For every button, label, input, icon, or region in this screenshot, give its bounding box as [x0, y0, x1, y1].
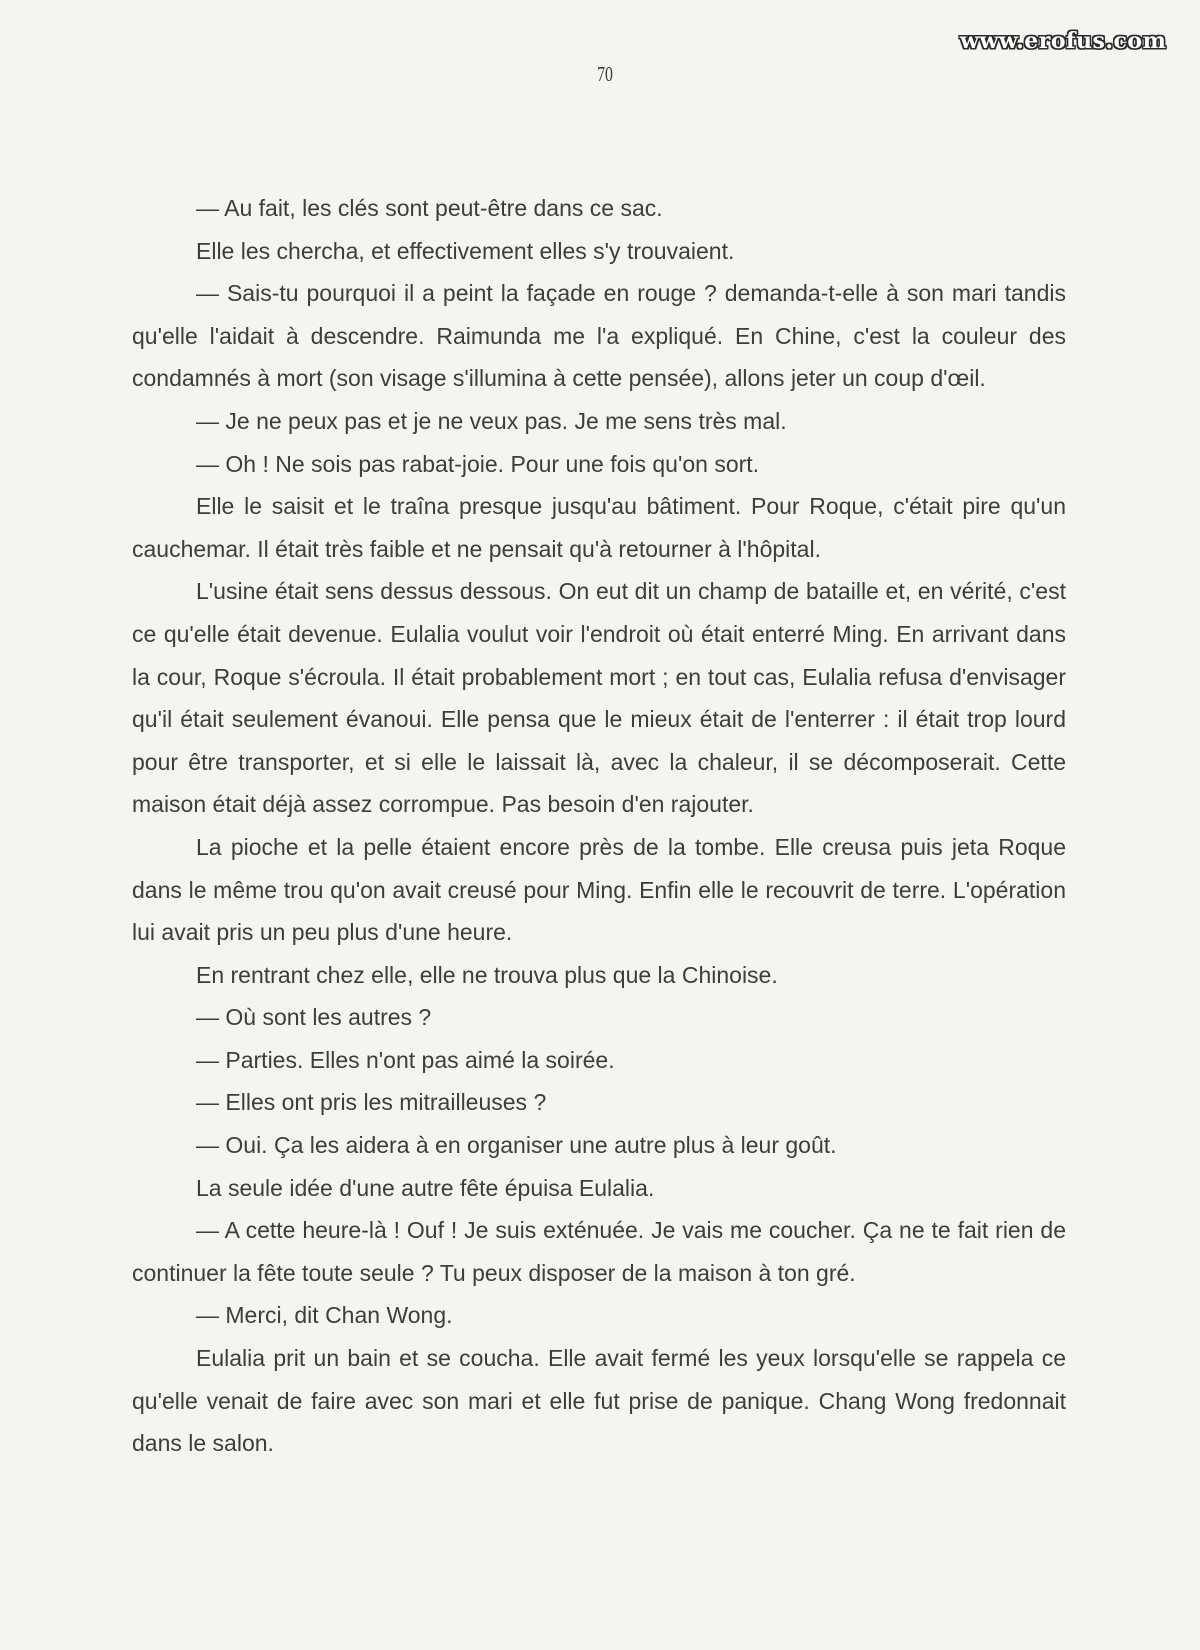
page-body — [132, 187, 1066, 1465]
paragraph: En rentrant chez elle, elle ne trouva plus que la Chinoise. — [196, 961, 778, 988]
paragraph: — Parties. Elles n'ont pas aimé la soirée. — [196, 1046, 615, 1073]
paragraph: Eulalia prit un bain et se coucha. Elle avait fermé les yeux lorsqu'elle se rappela ce qu'elle venait de faire avec son mari et elle fut prise de panique. Chang Wong fredonnait dans le salon. — [132, 1345, 1066, 1457]
paragraph: — A cette heure-là ! Ouf ! Je suis exténuée. Je vais me coucher. Ça ne te fait rien de continuer la fête toute seule ? Tu peux disposer de la maison à ton gré. — [132, 1217, 1066, 1286]
paragraph: — Elles ont pris les mitrailleuses ? — [196, 1089, 547, 1116]
paragraph: — Au fait, les clés sont peut-être dans ce sac. — [196, 195, 663, 221]
paragraph: — Oh ! Ne sois pas rabat-joie. Pour une fois qu'on sort. — [196, 450, 760, 477]
paragraph: — Merci, dit Chan Wong. — [196, 1302, 453, 1329]
paragraph: L'usine était sens dessus dessous. On eut dit un champ de bataille et, en vérité, c'est ce qu'elle était devenue. Eulalia voulut voir l'endroit où était enterré Ming. En arrivant dans la cour, Roque s'écroula. Il était probablement mort ; en tout cas, Eulalia refusa d'envisager qu'il était seulement évanoui. Elle pensa que le mieux était de l'enterrer : il était trop lourd pour être transporter, et si elle le laissait là, avec la chaleur, il se décomposerait. Cette maison était déjà assez corrompue. Pas besoin d'en rajouter. — [132, 578, 1066, 818]
paragraph: — Où sont les autres ? — [196, 1004, 432, 1031]
paragraph: La seule idée d'une autre fête épuisa Eulalia. — [196, 1174, 655, 1201]
paragraph: La pioche et la pelle étaient encore près de la tombe. Elle creusa puis jeta Roque dans le même trou qu'on avait creusé pour Ming. Enfin elle le recouvrit de terre. L'opération lui avait pris un peu plus d'une heure. — [132, 833, 1066, 946]
paragraph: — Sais-tu pourquoi il a peint la façade en rouge ? demanda-t-elle à son mari tandis qu'elle l'aidait à descendre. Raimunda me l'a expliqué. En Chine, c'est la couleur des condamnés à mort (son visage s'illumina à cette pensée), allons jeter un coup d'œil. — [132, 280, 1066, 392]
paragraph: Elle le saisit et le traîna presque jusqu'au bâtiment. Pour Roque, c'était pire qu'un cauchemar. Il était très faible et ne pensait qu'à retourner à l'hôpital. — [132, 493, 1066, 562]
paragraph: — Je ne peux pas et je ne veux pas. Je me sens très mal. — [196, 407, 787, 434]
page-number: 70 — [597, 62, 613, 86]
paragraph: — Oui. Ça les aidera à en organiser une autre plus à leur goût. — [196, 1132, 837, 1159]
paragraph: Elle les chercha, et effectivement elles s'y trouvaient. — [196, 237, 735, 264]
watermark-logo: www.erofus.com — [960, 28, 1167, 54]
